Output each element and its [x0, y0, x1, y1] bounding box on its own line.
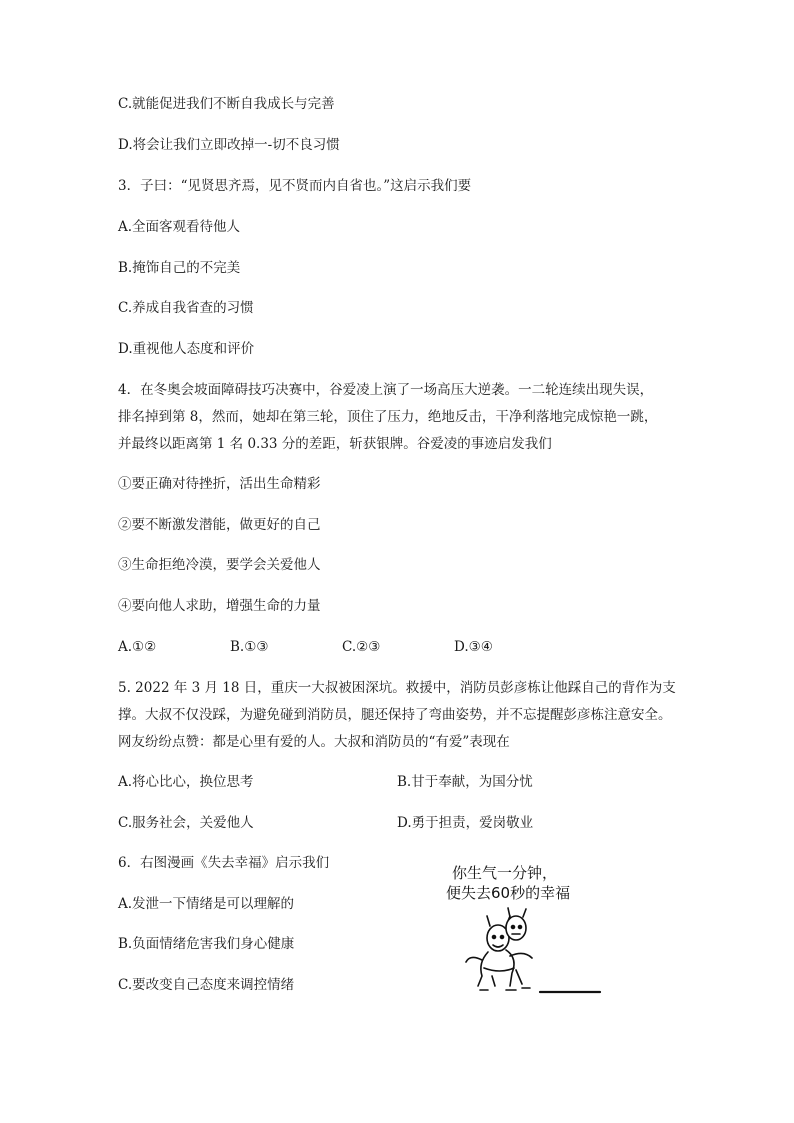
- q6-stem: 6．右图漫画《失去幸福》启示我们: [118, 855, 330, 871]
- q5-option-d: D.勇于担责，爱岗敬业: [397, 815, 534, 831]
- q4-option-a: A.①②: [118, 639, 157, 655]
- q3-option-a: A.全面客观看待他人: [118, 219, 241, 235]
- cartoon-caption-line1: 你生气一分钟，: [452, 864, 558, 882]
- q4-statement-1: ①要正确对待挫折，活出生命精彩: [118, 476, 321, 492]
- q2-option-d: D.将会让我们立即改掉一-切不良习惯: [118, 137, 340, 153]
- q6-option-c: C.要改变自己态度来调控情绪: [118, 977, 295, 993]
- q4-statement-2: ②要不断激发潜能，做更好的自己: [118, 517, 321, 533]
- q4-option-d: D.③④: [454, 639, 493, 655]
- q3-option-b: B.掩饰自己的不完美: [118, 260, 241, 276]
- q4-statement-4: ④要向他人求助，增强生命的力量: [118, 598, 321, 614]
- cartoon-image: [440, 858, 610, 998]
- q4-options: [118, 637, 493, 657]
- q5-option-b: B.甘于奉献，为国分忧: [397, 774, 533, 790]
- cartoon-caption-line2: 便失去60秒的幸福: [446, 884, 571, 902]
- q2-option-c: C.就能促进我们不断自我成长与完善: [118, 96, 335, 112]
- q3-option-c: C.养成自我省查的习惯: [118, 300, 254, 316]
- q4-statement-3: ③生命拒绝冷漠，要学会关爱他人: [118, 557, 321, 573]
- q5-stem-line3: 网友纷纷点赞：都是心里有爱的人。大叔和消防员的“有爱”表现在: [118, 734, 510, 750]
- cartoon-figures-drawing: [466, 908, 600, 992]
- q4-option-b: B.①③: [230, 639, 269, 655]
- q5-stem-line2: 撑。大叔不仅没踩，为避免碰到消防员，腿还保持了弯曲姿势，并不忘提醒彭彦栋注意安全。: [118, 707, 672, 723]
- q4-option-c: C.②③: [342, 639, 381, 655]
- q6-option-b: B.负面情绪危害我们身心健康: [118, 936, 295, 952]
- q3-stem: 3．子曰：“见贤思齐焉，见不贤而内自省也。”这启示我们要: [118, 178, 472, 194]
- q4-stem-line3: 并最终以距离第 1 名 0.33 分的差距，斩获银牌。谷爱凌的事迹启发我们: [118, 436, 552, 452]
- q6-option-a: A.发泄一下情绪是可以理解的: [118, 896, 295, 912]
- q4-stem-line2: 排名掉到第 8，然而，她却在第三轮，顶住了压力，绝地反击，干净利落地完成惊艳一跳，: [118, 409, 658, 425]
- q5-option-c: C.服务社会，关爱他人: [118, 815, 254, 831]
- q4-stem-line1: 4．在冬奥会坡面障碍技巧决赛中，谷爱凌上演了一场高压大逆袭。一二轮连续出现失误，: [118, 382, 654, 398]
- q5-option-a: A.将心比心，换位思考: [118, 774, 254, 790]
- q5-stem-line1: 5. 2022 年 3 月 18 日，重庆一大叔被困深坑。救援中，消防员彭彦栋让他踩自己的背作为支: [118, 680, 676, 696]
- q3-option-d: D.重视他人态度和评价: [118, 341, 255, 357]
